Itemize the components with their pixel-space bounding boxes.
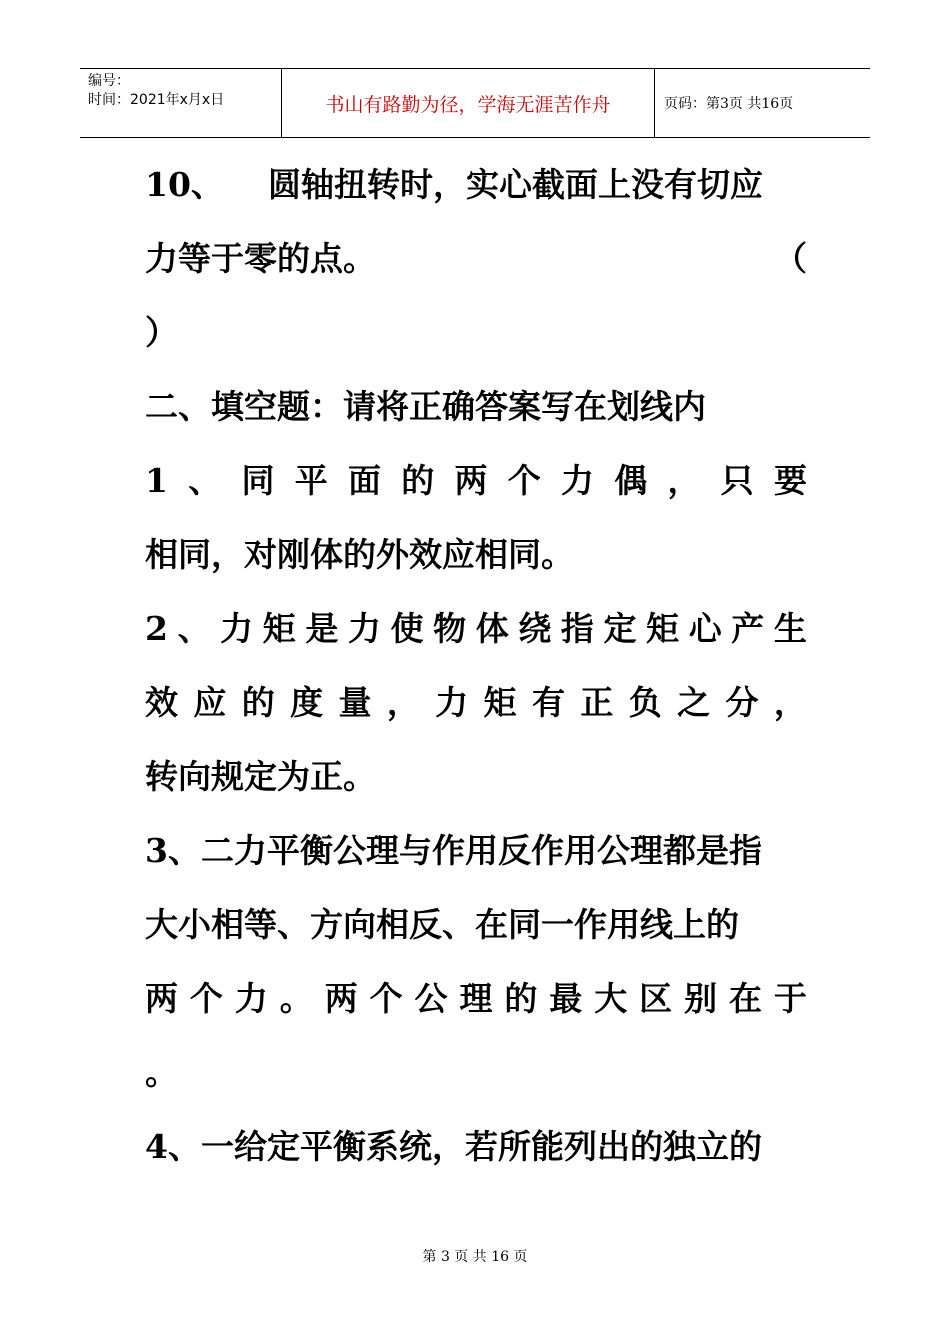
char: 面 [347,461,381,500]
char: 两 [145,979,178,1018]
question-3-line4: 。 [145,1053,178,1092]
page-footer: 第 3 页 共 16 页 [422,1249,528,1265]
document-body [145,148,807,1184]
char: 物 [433,609,467,648]
char: 个 [507,461,541,500]
question-2-line3: 转向规定为正。 [145,757,376,796]
char: 效 [145,683,178,722]
char: 只 [720,461,754,500]
char: 个 [189,979,223,1018]
question-10-line3 [145,296,807,370]
char: 力 [220,609,254,648]
char: 在 [728,979,762,1018]
char: 大 [594,979,628,1018]
char: ， [773,683,807,722]
char: 生 [773,609,807,648]
question-3-line2: 大小相等、方向相反、在同一作用线上的 [145,905,739,944]
page-header [80,68,870,138]
char: 、 [188,461,222,500]
question-2-line1 [145,592,807,666]
answer-paren-close: ） [145,313,178,352]
char: 的 [241,683,275,722]
question-10-number: 10、 [145,165,224,204]
char: 的 [401,461,435,500]
char: ， [667,461,701,500]
char: 别 [684,979,718,1018]
answer-paren-open: （ [774,239,807,278]
char: 体 [475,609,509,648]
char: 两 [324,979,358,1018]
char: 力 [347,609,381,648]
char: 个 [369,979,403,1018]
char: ， [386,683,420,722]
question-1-line1 [145,444,807,518]
char: 要 [773,461,807,500]
question-10-text-2: 力等于零的点。 [145,239,376,278]
char: 最 [549,979,583,1018]
number-label: 编号： [88,73,130,89]
header-motto: 书山有路勤为径，学海无涯苦作舟 [282,69,655,137]
question-1-line2: 相同，对刚体的外效应相同。 [145,535,574,574]
char: 。 [279,979,313,1018]
char: 公 [414,979,448,1018]
char: 应 [193,683,227,722]
question-10-line1 [145,148,807,222]
char: 力 [560,461,594,500]
char: 力 [234,979,268,1018]
char: 于 [773,979,807,1018]
char: 负 [628,683,662,722]
question-4-line1: 4、一给定平衡系统，若所能列出的独立的 [145,1127,762,1166]
char: 偶 [614,461,648,500]
char: 使 [390,609,424,648]
char: 心 [688,609,722,648]
char: 力 [435,683,469,722]
char: 平 [294,461,328,500]
char: 矩 [646,609,680,648]
char: 产 [731,609,765,648]
char: 之 [677,683,711,722]
char: 定 [603,609,637,648]
char: 矩 [483,683,517,722]
question-10-text: 圆轴扭转时，实心截面上没有切应 [267,165,763,204]
char: 区 [639,979,673,1018]
char: 是 [305,609,339,648]
char: 、 [177,609,211,648]
char: 理 [459,979,493,1018]
char: 度 [290,683,324,722]
header-meta [80,69,282,137]
char: 正 [580,683,614,722]
char: 的 [504,979,538,1018]
time-label: 时间：2021年x月x日 [88,92,225,108]
question-2-line2 [145,666,807,740]
char: 量 [338,683,372,722]
question-3-line3 [145,962,807,1036]
char: 分 [725,683,759,722]
char: 1 [145,461,168,500]
char: 指 [560,609,594,648]
char: 同 [241,461,275,500]
question-3-line1: 3、二力平衡公理与作用反作用公理都是指 [145,831,762,870]
char: 有 [532,683,565,722]
question-10-line2 [145,222,807,296]
char: 绕 [518,609,552,648]
char: 两 [454,461,488,500]
header-page-info: 页码：第3页 共16页 [664,96,794,112]
section-2-title: 二、填空题：请将正确答案写在划线内 [145,387,706,426]
char: 矩 [262,609,296,648]
char: 2 [145,609,168,648]
